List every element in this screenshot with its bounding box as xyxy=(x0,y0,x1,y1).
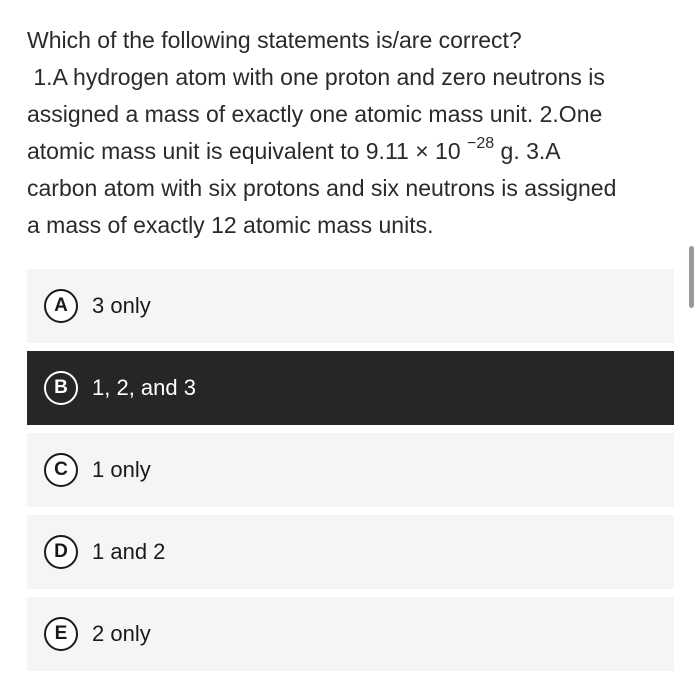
question-line-3: assigned a mass of exactly one atomic mass unit. 2.One xyxy=(27,101,603,127)
option-letter-badge: B xyxy=(44,371,78,405)
option-c[interactable] xyxy=(27,433,674,507)
question-text xyxy=(27,22,682,244)
question-line-4-pre: atomic mass unit is equivalent to 9.11 × 10 xyxy=(27,138,468,164)
option-letter-badge: E xyxy=(44,617,78,651)
option-label: 1, 2, and 3 xyxy=(92,375,196,400)
option-a[interactable] xyxy=(27,269,674,343)
exponent: −28 xyxy=(467,135,495,153)
option-letter-badge: D xyxy=(44,535,78,569)
option-letter-badge: A xyxy=(44,289,78,323)
option-b[interactable] xyxy=(27,351,674,425)
question-line-2: 1.A hydrogen atom with one proton and zero neutrons is xyxy=(27,64,605,90)
question-line-4-post: g. 3.A xyxy=(494,138,561,164)
question-line-4 xyxy=(27,133,682,170)
option-e[interactable] xyxy=(27,597,674,671)
option-label: 2 only xyxy=(92,621,151,646)
option-label: 1 only xyxy=(92,457,151,482)
question-line-6: a mass of exactly 12 atomic mass units. xyxy=(27,212,434,238)
option-label: 3 only xyxy=(92,293,151,318)
option-label: 1 and 2 xyxy=(92,539,166,564)
question-line-1: Which of the following statements is/are correct? xyxy=(27,27,522,53)
option-d[interactable] xyxy=(27,515,674,589)
option-letter-badge: C xyxy=(44,453,78,487)
question-line-5: carbon atom with six protons and six neutrons is assigned xyxy=(27,175,617,201)
answer-options xyxy=(27,269,674,679)
scrollbar-thumb[interactable] xyxy=(689,246,694,308)
